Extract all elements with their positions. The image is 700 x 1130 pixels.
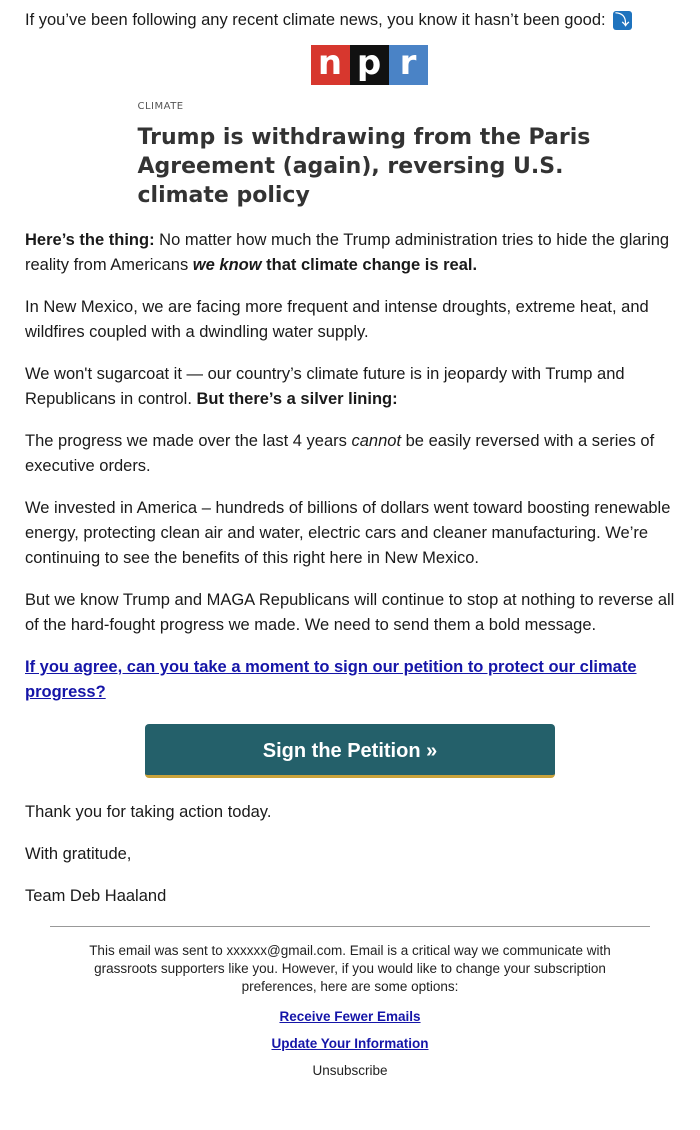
- npr-article-card[interactable]: [63, 45, 638, 210]
- email-footer: [50, 926, 650, 1080]
- p1-text: No matter how much the Trump administration tries to hide the glaring reality from Americans: [25, 231, 670, 274]
- paragraph-thing: [25, 228, 675, 278]
- npr-logo: [311, 45, 638, 85]
- email-body: [0, 8, 700, 909]
- button-row: [25, 724, 675, 778]
- npr-logo-r: r: [389, 45, 428, 85]
- intro-text: If you’ve been following any recent climate news, you know it hasn’t been good:: [25, 11, 606, 29]
- paragraph-invested: We invested in America – hundreds of billions of dollars went toward boosting renewable energy, protecting clean air and water, electric cars and cleaner manufacturing. We’re continuing to see the benefits of this right here in New Mexico.: [25, 499, 671, 567]
- p4-a: The progress we made over the last 4 years: [25, 432, 352, 450]
- arrow-down-icon: ⤵: [613, 11, 632, 30]
- paragraph-sugarcoat: [25, 362, 675, 412]
- petition-link[interactable]: If you agree, can you take a moment to sign our petition to protect our climate progress?: [25, 658, 637, 701]
- paragraph-new-mexico: In New Mexico, we are facing more frequent and intense droughts, extreme heat, and wildfires coupled with a dwindling water supply.: [25, 298, 649, 341]
- intro-line: [25, 8, 675, 33]
- signature-text: Team Deb Haaland: [25, 887, 167, 905]
- unsubscribe-link[interactable]: Unsubscribe: [312, 1063, 388, 1078]
- footer-notice: This email was sent to xxxxxx@gmail.com. Email is a critical way we communicate with grassroots supporters like you. However, if you would like to change your subscription preferences, here are some options:: [89, 943, 611, 994]
- p3-bold: But there’s a silver lining:: [196, 390, 398, 408]
- paragraph-progress: [25, 429, 675, 479]
- cta-paragraph: [25, 655, 675, 705]
- p1-bold-tail: that climate change is real.: [261, 256, 478, 274]
- p1-emph: we know: [192, 256, 262, 274]
- update-information-link[interactable]: Update Your Information: [271, 1036, 429, 1051]
- p4-b: be easily reversed with a series of executive orders.: [25, 432, 655, 475]
- p4-em: cannot: [351, 432, 402, 450]
- npr-logo-p: p: [350, 45, 389, 85]
- npr-headline: Trump is withdrawing from the Paris Agreement (again), reversing U.S. climate policy: [137, 125, 591, 208]
- thanks-text: Thank you for taking action today.: [25, 803, 272, 821]
- closing-text: With gratitude,: [25, 845, 132, 863]
- paragraph-maga: But we know Trump and MAGA Republicans will continue to stop at nothing to reverse all of the hard-fought progress we made. We need to send them a bold message.: [25, 591, 675, 634]
- npr-logo-n: n: [311, 45, 350, 85]
- p3-text: We won't sugarcoat it — our country’s climate future is in jeopardy with Trump and Republicans in control.: [25, 365, 625, 408]
- sign-petition-button[interactable]: Sign the Petition »: [145, 724, 555, 778]
- npr-section-label: CLIMATE: [137, 101, 184, 112]
- receive-fewer-emails-link[interactable]: Receive Fewer Emails: [279, 1009, 421, 1024]
- p1-bold-lead: Here’s the thing:: [25, 231, 155, 249]
